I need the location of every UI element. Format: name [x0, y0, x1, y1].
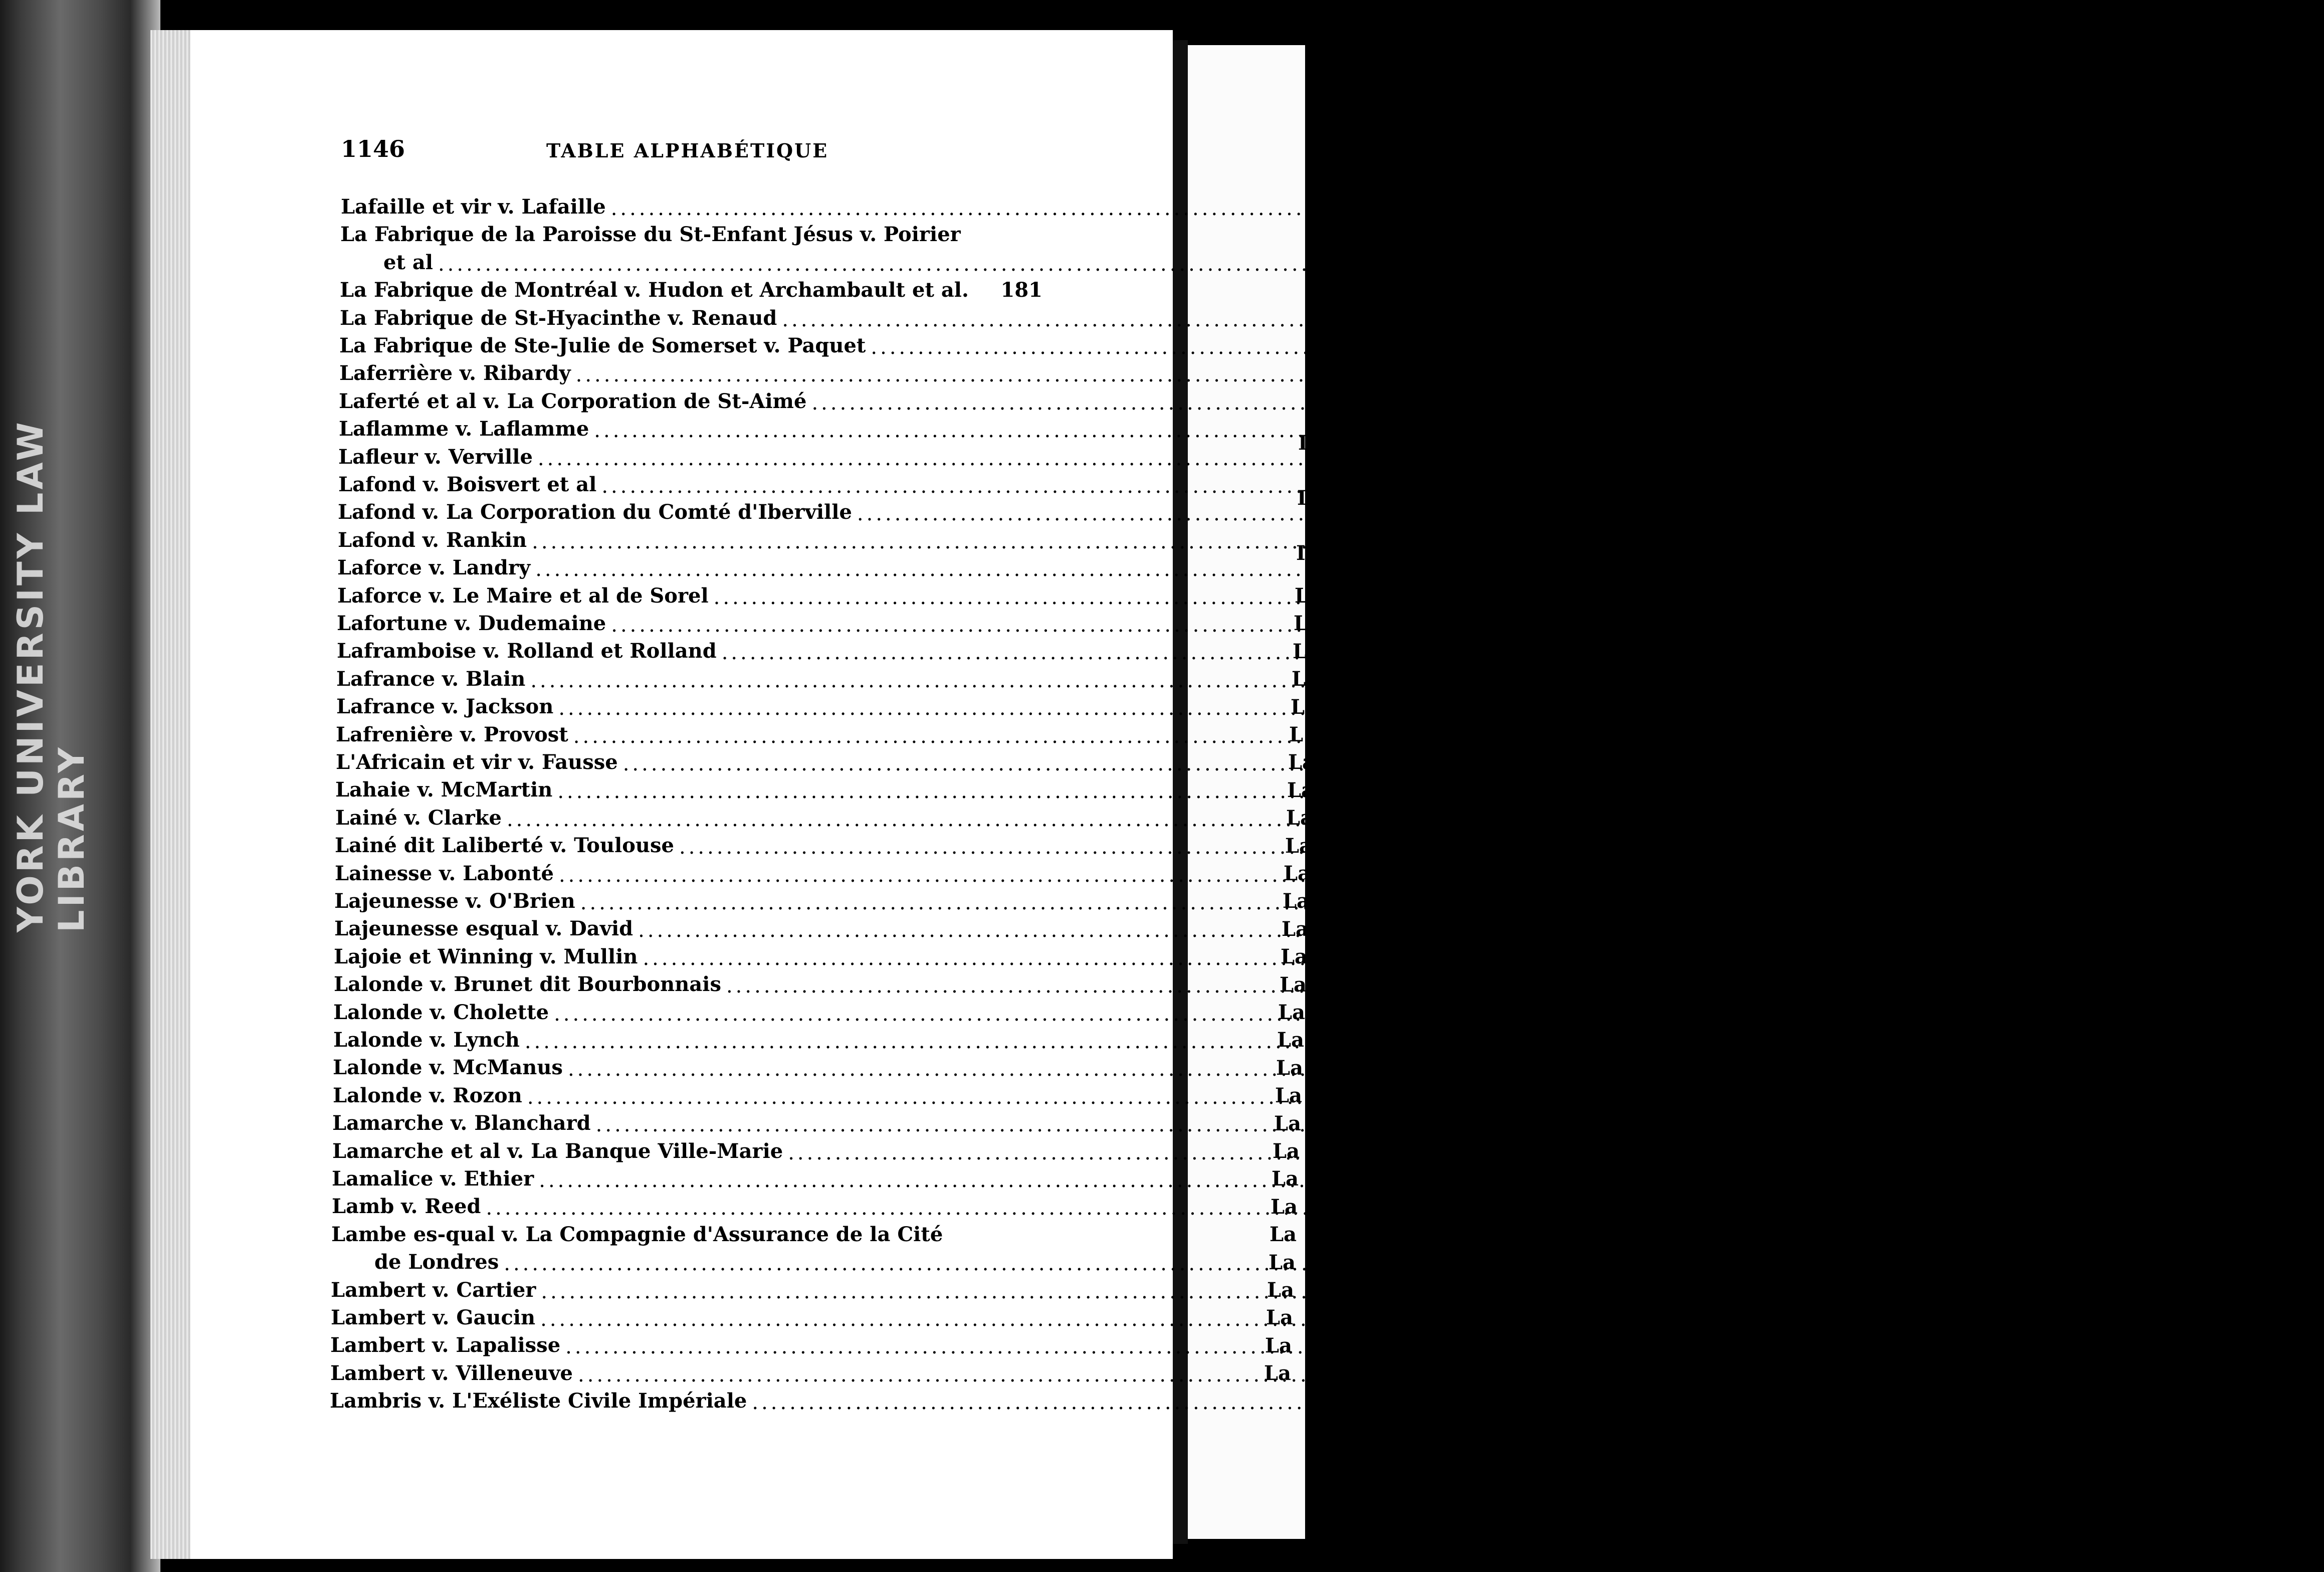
index-entry: [337, 609, 2078, 635]
entry-name: Lambris v. L'Exéliste Civile Impériale: [330, 1389, 747, 1413]
facing-page-fragment: La: [1277, 1028, 1305, 1052]
index-entry: [336, 692, 1956, 718]
entry-pages: 1069: [2144, 1139, 2200, 1163]
dot-leader: [540, 1309, 1891, 1329]
dot-leader: [594, 421, 1945, 441]
entry-pages: 27: [1913, 778, 1941, 802]
index-entry: [335, 831, 2077, 857]
index-entry: [336, 720, 1971, 746]
entry-pages: 200: [2107, 1389, 2150, 1413]
index-entry: [340, 304, 2180, 330]
entry-pages: 471: [1929, 723, 1971, 746]
entry-name: La Fabrique de Ste-Julie de Somerset v. Paquet: [339, 334, 866, 357]
entry-name: Lamarche et al v. La Banque Ville-Marie: [332, 1139, 783, 1163]
dot-leader: [525, 1032, 1875, 1052]
index-entry: [338, 470, 1999, 496]
entry-name: Lafleur v. Verville: [338, 445, 533, 469]
entry-name: Lamb v. Reed: [332, 1195, 481, 1218]
entry-name: La Fabrique de la Paroisse du St-Enfant Jésus v. Poirier: [340, 223, 961, 246]
dot-leader: [527, 1087, 1878, 1107]
entry-name: La Fabrique de Montréal v. Hudon et Archambault et al.: [340, 278, 969, 302]
index-entry: [335, 859, 1957, 885]
dot-leader: [538, 449, 1888, 469]
dot-leader: [596, 1115, 1947, 1135]
entry-name: L'Africain et vir v. Fausse: [336, 750, 618, 774]
facing-page-fragment: La: [1288, 750, 1316, 774]
facing-page-fragment: La: [1270, 1223, 1297, 1246]
entry-name: Lafond v. Rankin: [338, 528, 527, 552]
dot-leader: [611, 615, 1962, 635]
dot-leader: [438, 254, 1789, 274]
facing-page-fragment: La: [1266, 1306, 1294, 1329]
entry-pages: 633, 1093: [1967, 612, 2078, 635]
dot-leader: [557, 781, 1908, 802]
index-entry: [330, 1359, 1976, 1385]
entry-pages: 405: [1933, 1361, 1976, 1385]
index-entry: [333, 1081, 1925, 1107]
entry-pages: 157: [1841, 1195, 1883, 1218]
entry-pages: 1071: [1923, 1056, 1980, 1079]
page-number: 1146: [341, 135, 405, 162]
dot-leader: [722, 643, 2072, 663]
dot-leader: [565, 1337, 1916, 1357]
dot-leader: [568, 1059, 1919, 1079]
entry-pages: 887: [1950, 417, 1992, 441]
index-entry: [330, 1331, 1963, 1357]
entry-pages: 202: [2138, 306, 2180, 330]
facing-page-fragment: L: [1295, 584, 1309, 608]
entry-pages: 912: [1978, 750, 2021, 774]
dot-leader: [714, 587, 2064, 608]
index-entry: [334, 942, 2040, 968]
index-entry: [331, 1276, 1939, 1302]
index-entry: [383, 248, 1836, 274]
entry-name: Lamarche v. Blanchard: [332, 1111, 591, 1135]
index-entry: [334, 887, 1978, 913]
dot-leader: [504, 1254, 1854, 1274]
dot-leader: [532, 532, 1882, 552]
dot-leader: [752, 1393, 2102, 1413]
entry-pages: 919: [1882, 1084, 1925, 1107]
entry-name: Lambert v. Lapalisse: [330, 1333, 561, 1357]
entry-pages: 704: [2069, 584, 2111, 608]
facing-page-fragment: Lap: [1280, 973, 1321, 997]
dot-leader: [554, 1004, 1905, 1024]
dot-leader: [871, 337, 2221, 357]
index-entry: [333, 1053, 1980, 1079]
entry-pages: 921: [1896, 1278, 1939, 1302]
facing-page-fragment: La: [1265, 1334, 1293, 1357]
index-entry: [339, 387, 2321, 413]
facing-page-fragment: La: [1285, 834, 1313, 858]
index-entry: [340, 220, 1043, 246]
index-entry: [331, 1220, 1034, 1246]
dot-leader: [811, 393, 2162, 413]
index-entry: [338, 443, 1936, 469]
entry-name: Lambert v. Villeneuve: [330, 1361, 573, 1385]
dot-leader: [576, 365, 1927, 385]
facing-page-fragment: La: [1275, 1084, 1303, 1107]
entry-name: Lajoie et Winning v. Mullin: [334, 945, 638, 968]
entry-name: Lalonde v. Lynch: [333, 1028, 520, 1052]
entry-pages: 784, 792: [1896, 1306, 1994, 1329]
entry-name: Lafaille et vir v. Lafaille: [341, 195, 606, 219]
facing-page-fragment: La: [1271, 1195, 1298, 1219]
index-entry: [332, 1164, 1937, 1191]
entry-name: Lalonde v. Rozon: [333, 1084, 522, 1107]
entry-name: Lafond v. La Corporation du Comté d'Iberville: [338, 500, 852, 524]
dot-leader: [857, 504, 2208, 524]
facing-page-fragment: La: [1274, 1112, 1302, 1135]
entry-name: Lahaie v. McMartin: [335, 778, 553, 802]
dot-leader: [507, 810, 1857, 830]
index-entry: [336, 665, 1928, 691]
entry-name: Laframboise v. Rolland et Rolland: [337, 639, 717, 663]
index-entry: [332, 1137, 2200, 1163]
entry-name: Laforce v. Landry: [337, 556, 531, 579]
entry-pages: 688: [1914, 862, 1957, 885]
dot-leader: [580, 893, 1931, 913]
index-entry: [339, 415, 1992, 441]
entry-pages: 181: [1000, 278, 1042, 302]
entry-name: Lambert v. Cartier: [331, 1278, 536, 1302]
entry-pages: 21: [1880, 1028, 1909, 1052]
facing-page-fragment: La: [1269, 1251, 1296, 1274]
index-entry: [337, 581, 2111, 608]
entry-name: Lafrance v. Blain: [336, 667, 526, 691]
entry-name: Lajeunesse esqual v. David: [334, 917, 633, 940]
entry-pages: 891: [1931, 361, 1974, 385]
index-entry: [339, 359, 1974, 385]
entry-name: de Londres: [374, 1250, 499, 1274]
entry-pages: 616: [1914, 695, 1956, 718]
index-entry: [337, 637, 2120, 663]
dot-leader: [679, 837, 2030, 857]
index-entry: [330, 1387, 2150, 1413]
dot-leader: [578, 1365, 1929, 1385]
dot-leader: [573, 726, 1924, 746]
dot-leader: [643, 948, 1993, 968]
entry-pages: 384: [1921, 1333, 1963, 1357]
dot-leader: [611, 199, 1962, 219]
entry-name: Lafortune v. Dudemaine: [337, 612, 606, 635]
entry-pages: 359: [1910, 1001, 1952, 1024]
dot-leader: [782, 310, 2133, 330]
facing-page-fragment: La: [1264, 1361, 1292, 1385]
entry-pages: 394: [1966, 195, 2009, 219]
index-entry: [341, 192, 2009, 219]
dot-leader: [559, 865, 1910, 885]
entry-name: Lalonde v. Brunet dit Bourbonnais: [334, 972, 721, 996]
facing-page-fragment: La: [1276, 1056, 1304, 1080]
entry-pages: 760: [1891, 556, 1933, 579]
facing-page-fragment: La: [1267, 1278, 1295, 1302]
entry-pages: 920: [2077, 639, 2120, 663]
entry-pages: 380: [1862, 806, 1905, 830]
dot-leader: [726, 976, 2077, 996]
index-entry: [335, 775, 1941, 802]
running-title: TABLE ALPHABÉTIQUE: [546, 139, 829, 162]
spine-label: YORK UNIVERSITY LAW LIBRARY: [10, 419, 92, 932]
index-entry: [337, 553, 1933, 579]
facing-page-fragment: La: [1284, 862, 1311, 885]
dot-leader: [558, 698, 1909, 718]
entry-name: La Fabrique de St-Hyacinthe v. Renaud: [340, 306, 777, 330]
index-entry: [338, 526, 1930, 552]
entry-pages: 148: [1998, 945, 2040, 968]
facing-page-fragment: La: [1287, 778, 1315, 802]
facing-page-fragment: La: [1282, 917, 1309, 941]
facing-page-fragment: I: [1297, 486, 1307, 510]
dot-leader: [539, 1170, 1889, 1191]
entry-name: Lafrance v. Jackson: [336, 695, 554, 718]
dot-leader: [601, 476, 1952, 496]
index-entry: [338, 498, 2255, 524]
facing-page-fragment: I: [1298, 431, 1308, 455]
entry-pages: 809: [1886, 667, 1928, 691]
entry-pages: 517, 521, 523: [2167, 389, 2321, 413]
index-entry: [336, 748, 2021, 774]
entry-name: Laferrière v. Ribardy: [339, 361, 571, 385]
facing-page-fragment: L: [1293, 640, 1307, 663]
entry-pages: 774: [1951, 1111, 1994, 1135]
index-entry: [334, 914, 2245, 940]
index-entry: [332, 1192, 1883, 1218]
entry-name: Lalonde v. McManus: [333, 1056, 563, 1079]
entry-name: et al: [383, 251, 433, 274]
entry-pages: 423, 542: [2226, 334, 2324, 357]
index-entry: [331, 1303, 1994, 1329]
entry-pages: 816: [2081, 972, 2124, 996]
entry-pages: 268, 1011, 1012, 1047: [1994, 917, 2245, 940]
dot-leader: [530, 671, 1881, 691]
entry-pages: 324: [2212, 500, 2255, 524]
dot-leader: [535, 559, 1886, 579]
dot-leader: [486, 1198, 1836, 1218]
entry-pages: 276: [1957, 473, 1999, 496]
entry-pages: 912: [1894, 1167, 1937, 1191]
facing-page-fragment: Lan: [1278, 1001, 1320, 1024]
entry-name: Lainé v. Clarke: [335, 806, 502, 830]
facing-page-fragment: L: [1291, 695, 1305, 719]
dot-leader: [623, 754, 1974, 774]
dot-leader: [638, 920, 1989, 940]
index-entry: [332, 1109, 1994, 1135]
entry-pages: 446: [1887, 528, 1930, 552]
index-entry: [333, 1026, 1909, 1052]
facing-page-fragment: La: [1286, 806, 1314, 830]
entry-name: Lajeunesse v. O'Brien: [334, 889, 575, 913]
facing-page-fragment: L: [1294, 612, 1308, 635]
facing-page-fragment: I: [1296, 541, 1306, 565]
facing-page-fragment: La: [1283, 889, 1310, 913]
facing-page-fragment: L: [1292, 667, 1306, 691]
facing-page-fragment: La: [1272, 1167, 1299, 1191]
entry-name: Laforce v. Le Maire et al de Sorel: [337, 584, 709, 608]
dot-leader: [788, 1143, 2139, 1163]
entry-pages: 549: [1793, 251, 1836, 274]
entry-name: Lamalice v. Ethier: [332, 1167, 534, 1191]
entry-name: Laferté et al v. La Corporation de St-Aimé: [339, 389, 807, 413]
entry-pages: 686: [2034, 834, 2077, 857]
entry-pages: 473: [1859, 1250, 1902, 1274]
index-entry: [340, 276, 1042, 302]
facing-page-fragment: La: [1273, 1139, 1300, 1163]
entry-name: Lambe es-qual v. La Compagnie d'Assurance de la Cité: [331, 1223, 943, 1246]
facing-page-fragment: La: [1281, 945, 1308, 968]
entry-name: Lainesse v. Labonté: [335, 862, 554, 885]
dot-leader: [541, 1282, 1891, 1302]
entry-name: Lalonde v. Cholette: [333, 1001, 549, 1024]
entry-name: Lambert v. Gaucin: [331, 1306, 536, 1329]
facing-page-fragment: L: [1289, 723, 1304, 746]
index-entry: [339, 331, 2324, 357]
index-entry: [335, 804, 1905, 830]
entry-name: Lainé dit Laliberté v. Toulouse: [335, 834, 674, 857]
entry-name: Lafond v. Boisvert et al: [338, 473, 597, 496]
entry-pages: 941: [1893, 445, 1936, 469]
entry-pages: 860: [1936, 889, 1978, 913]
entry-name: Lafrenière v. Provost: [336, 723, 568, 746]
entry-name: Laflamme v. Laflamme: [339, 417, 589, 441]
